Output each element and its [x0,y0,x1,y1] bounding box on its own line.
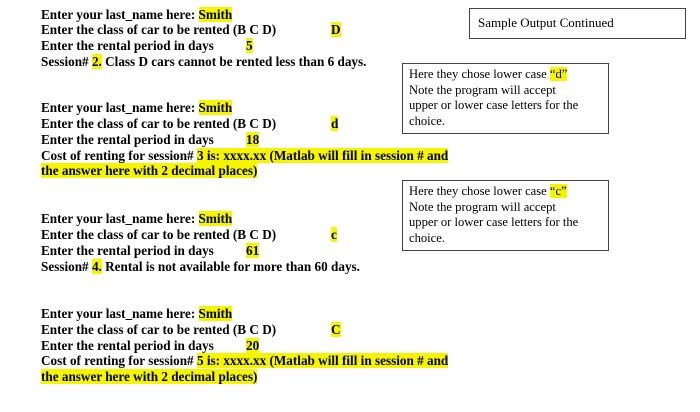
cost-text: is: xxxx.xx (Matlab will fill in session # and [203,353,449,368]
cost-text-continued: the answer here with 2 decimal places) [41,163,258,178]
name-value: Smith [198,211,233,226]
block3-period-line [41,243,214,258]
name-value: Smith [198,100,233,115]
period-prompt: Enter the rental period in days [41,338,214,353]
block2-period-line [41,132,214,147]
block3-class-line [41,227,276,242]
period-prompt: Enter the rental period in days [41,132,214,147]
period-prompt: Enter the rental period in days [41,243,214,258]
cost-text-continued: the answer here with 2 decimal places) [41,369,258,384]
name-prompt: Enter your last_name here: [41,100,199,115]
block2-class-line [41,116,276,131]
block2-period-value: 18 [246,132,260,147]
block2-cost-line2 [41,163,257,178]
block2-name-line [41,100,232,115]
cost-prefix: Cost of renting for session# [41,148,197,163]
block3-name-line [41,211,232,226]
block4-class-line [41,322,276,337]
cost-session: 3 [196,148,204,163]
note-line1 [409,67,602,83]
result-prefix: Session# [41,54,92,69]
block4-cost-line [41,353,448,368]
cost-text: is: xxxx.xx (Matlab will fill in session # and [203,148,449,163]
block4-cost-line2 [41,369,257,384]
block1-period-value: 5 [246,38,253,53]
block1-class-line [41,22,276,37]
class-prompt: Enter the class of car to be rented (B C D) [41,22,277,37]
name-prompt: Enter your last_name here: [41,7,199,22]
class-prompt: Enter the class of car to be rented (B C D) [41,116,277,131]
note-line1 [409,184,602,200]
note-line2: Note the program will accept [409,82,556,97]
note-box-c [402,180,609,251]
name-prompt: Enter your last_name here: [41,306,199,321]
cost-session: 5 [196,353,204,368]
note-line2: Note the program will accept [409,199,556,214]
block4-period-line [41,338,214,353]
block4-period-value: 20 [246,338,260,353]
block4-class-value: C [331,322,341,337]
class-prompt: Enter the class of car to be rented (B C D) [41,227,277,242]
note-text: Here they chose lower case [409,67,550,81]
block1-period-line [41,38,214,53]
result-session: 2. [91,54,102,69]
note-box-d [402,63,609,134]
result-text: Class D cars cannot be rented less than 6 days. [101,54,367,69]
note-line4: choice. [409,230,446,245]
name-prompt: Enter your last_name here: [41,211,199,226]
block4-name-line [41,306,232,321]
class-prompt: Enter the class of car to be rented (B C D) [41,322,277,337]
name-value: Smith [198,7,233,22]
note-quote-highlight: “d” [549,67,568,81]
block1-name-line [41,7,232,22]
result-text: Rental is not available for more than 60 days. [101,259,360,274]
sample-output-title: Sample Output Continued [478,15,614,30]
note-line3: upper or lower case letters for the [409,98,579,112]
block1-result-line [41,54,366,69]
note-line3: upper or lower case letters for the [409,215,579,229]
note-quote-highlight: “c” [549,184,567,198]
note-line4: choice. [409,113,446,128]
result-session: 4. [91,259,102,274]
block2-class-value: d [331,116,339,131]
block3-period-value: 61 [246,243,260,258]
block2-cost-line [41,148,448,163]
cost-prefix: Cost of renting for session# [41,353,197,368]
block3-class-value: c [331,227,337,242]
block3-result-line [41,259,360,274]
name-value: Smith [198,306,233,321]
note-text: Here they chose lower case [409,184,550,198]
block1-class-value: D [331,22,341,37]
result-prefix: Session# [41,259,92,274]
sample-output-title-box [469,8,686,39]
period-prompt: Enter the rental period in days [41,38,214,53]
